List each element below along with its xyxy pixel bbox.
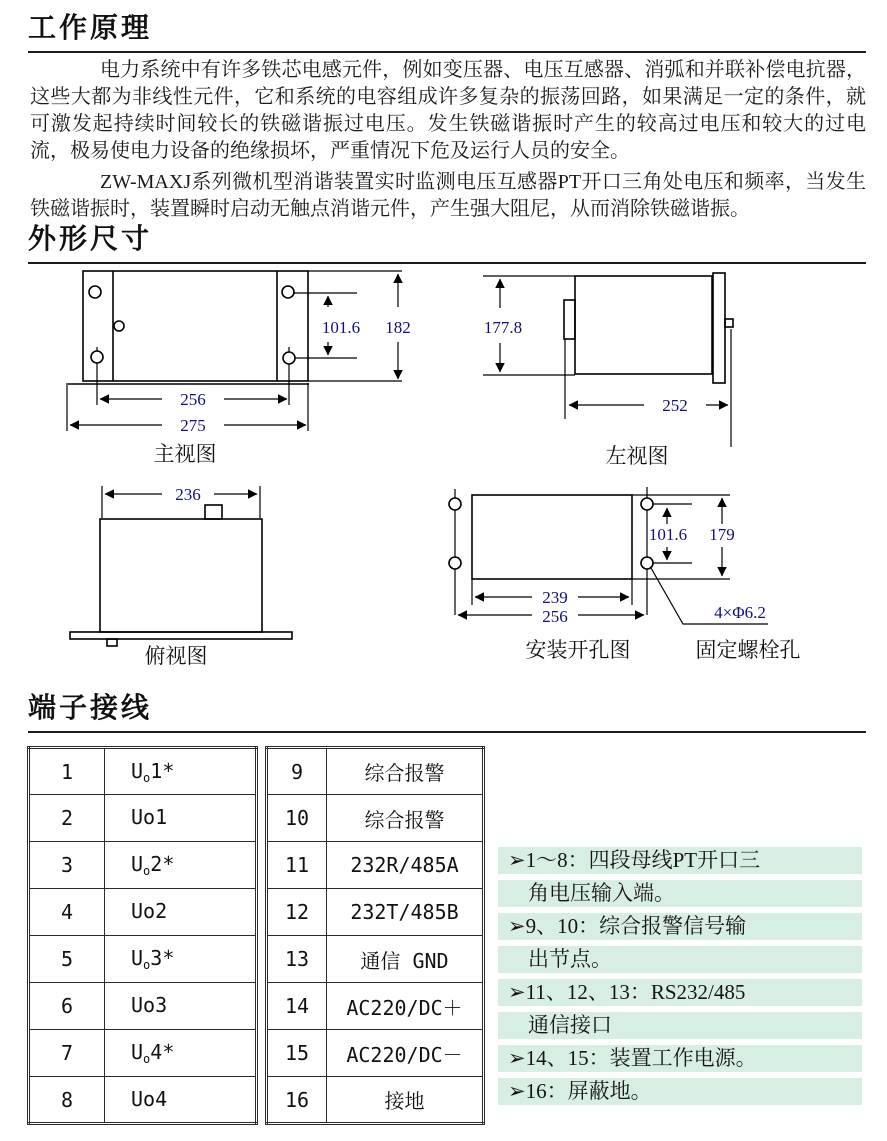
terminal-label-cell: Uo2 — [105, 889, 257, 936]
top-view-drawing — [70, 485, 292, 668]
terminal-area — [0, 746, 887, 1141]
table-row — [29, 936, 257, 983]
terminal-number-cell: 10 — [267, 795, 327, 842]
terminal-label-cell: 232R/485A — [327, 842, 484, 889]
note-line: ➢14、15：装置工作电源。 — [498, 1045, 862, 1072]
terminal-number-cell: 14 — [267, 983, 327, 1030]
dim-label-236: 236 — [175, 485, 201, 504]
section-terminal-wiring — [0, 692, 887, 1141]
terminal-label-cell: 通信 GND — [327, 936, 484, 983]
front-view-drawing — [67, 271, 411, 466]
terminal-label-cell: AC220/DC＋ — [327, 983, 484, 1030]
terminal-label-cell: Uo1 — [105, 795, 257, 842]
terminal-number-cell: 7 — [29, 1030, 105, 1077]
bolt-hole — [641, 557, 653, 569]
bolt-hole — [449, 557, 461, 569]
terminal-notes — [498, 847, 862, 1111]
principle-paragraph-1: 电力系统中有许多铁芯电感元件，例如变压器、电压互感器、消弧和并联补偿电抗器，这些大都为非线性元件，它和系统的电容组成许多复杂的振荡回路，如果满足一定的条件，就可激发起持续时间较长的铁磁谐振过电压。发生铁磁谐振时产生的较高过电压和较大的过电流，极易使电力设备的绝缘损坏，严重情况下危及运行人员的安全。 — [30, 59, 866, 162]
terminal-number-cell: 12 — [267, 889, 327, 936]
mounting-view-caption: 安装开孔图 — [525, 638, 631, 662]
terminal-number-cell: 16 — [267, 1077, 327, 1124]
terminal-number-cell: 11 — [267, 842, 327, 889]
note-line: 通信接口 — [498, 1012, 862, 1039]
note-line: 出节点。 — [498, 946, 862, 973]
terminal-label-cell: $U_o3*$ — [105, 936, 257, 983]
front-view-caption: 主视图 — [153, 442, 217, 466]
terminal-number-cell: 2 — [29, 795, 105, 842]
note-line: ➢9、10：综合报警信号输 — [498, 913, 862, 940]
table-row — [29, 842, 257, 889]
table-row — [29, 1030, 257, 1077]
table-row — [267, 1030, 484, 1077]
dim-label-182: 182 — [385, 318, 411, 337]
terminal-number-cell: 1 — [29, 748, 105, 795]
table-row — [29, 983, 257, 1030]
terminal-label-cell: 232T/485B — [327, 889, 484, 936]
dim-label-101-6: 101.6 — [648, 525, 688, 544]
dim-label-275: 275 — [180, 416, 206, 435]
hole-spec-label: 4×Φ6.2 — [714, 603, 766, 622]
terminal-label-cell: $U_o4*$ — [105, 1030, 257, 1077]
note-line: ➢1～8：四段母线PT开口三 — [498, 847, 862, 874]
terminal-number-cell: 3 — [29, 842, 105, 889]
table-row — [267, 889, 484, 936]
terminal-number-cell: 15 — [267, 1030, 327, 1077]
table-row — [267, 795, 484, 842]
table-row — [29, 889, 257, 936]
terminal-number-cell: 6 — [29, 983, 105, 1030]
cutout-outline — [472, 495, 632, 579]
note-line: ➢16：屏蔽地。 — [498, 1078, 862, 1105]
table-row — [267, 1077, 484, 1124]
bolt-hole — [641, 498, 653, 510]
table-row — [29, 795, 257, 842]
top-view-caption: 俯视图 — [144, 644, 208, 668]
heading-rule — [28, 731, 866, 733]
terminal-label-cell: 接地 — [327, 1077, 484, 1124]
section-working-principle — [0, 12, 887, 223]
terminal-number-cell: 5 — [29, 936, 105, 983]
dim-label-252: 252 — [662, 396, 688, 415]
terminal-label-cell: $U_o2*$ — [105, 842, 257, 889]
note-line: 角电压输入端。 — [498, 880, 862, 907]
terminal-number-cell: 4 — [29, 889, 105, 936]
table-row — [267, 748, 484, 795]
dim-label-256: 256 — [180, 390, 206, 409]
dim-label-177-8: 177.8 — [483, 318, 523, 337]
table-row — [267, 983, 484, 1030]
bolt-hole-caption: 固定螺栓孔 — [695, 638, 801, 662]
terminal-number-cell: 9 — [267, 748, 327, 795]
mounting-cutout-drawing — [449, 487, 801, 662]
table-row — [29, 1077, 257, 1124]
terminal-label-cell: Uo4 — [105, 1077, 257, 1124]
table-row — [267, 936, 484, 983]
section-title-working-principle: 工作原理 — [28, 13, 153, 44]
terminal-table-left — [27, 746, 258, 1125]
table-row — [267, 842, 484, 889]
section-outline-dimensions — [0, 223, 887, 672]
dim-label-179: 179 — [709, 525, 735, 544]
note-line: ➢11、12、13：RS232/485 — [498, 979, 862, 1006]
heading-rule — [28, 51, 866, 53]
mounting-hole — [91, 351, 103, 363]
terminal-table-right — [265, 746, 485, 1125]
left-view-drawing — [483, 273, 733, 468]
mounting-hole — [89, 286, 101, 298]
mounting-hole — [282, 286, 294, 298]
terminal-label-cell: Uo3 — [105, 983, 257, 1030]
table-row — [29, 748, 257, 795]
mounting-hole — [114, 321, 124, 331]
terminal-number-cell: 8 — [29, 1077, 105, 1124]
bolt-hole — [449, 498, 461, 510]
left-view-outline — [575, 276, 712, 374]
section-title-outline-dimensions: 外形尺寸 — [28, 224, 153, 255]
dimension-drawings — [0, 264, 887, 672]
principle-paragraph-2: ZW-MAXJ系列微机型消谐装置实时监测电压互感器PT开口三角处电压和频率，当发生铁磁谐振时，装置瞬时启动无触点消谐元件，产生强大阻尼，从而消除铁磁谐振。 — [30, 171, 866, 220]
mounting-hole — [283, 352, 295, 364]
terminal-number-cell: 13 — [267, 936, 327, 983]
terminal-label-cell: 综合报警 — [327, 748, 484, 795]
terminal-label-cell: AC220/DC－ — [327, 1030, 484, 1077]
terminal-label-cell: $U_o1*$ — [105, 748, 257, 795]
dim-label-101-6: 101.6 — [321, 318, 361, 337]
section-title-terminal-wiring: 端子接线 — [28, 693, 153, 724]
dim-label-239: 239 — [542, 588, 568, 607]
left-view-caption: 左视图 — [605, 444, 669, 468]
top-view-outline — [100, 519, 262, 632]
terminal-label-cell: 综合报警 — [327, 795, 484, 842]
dim-label-256: 256 — [542, 607, 568, 626]
